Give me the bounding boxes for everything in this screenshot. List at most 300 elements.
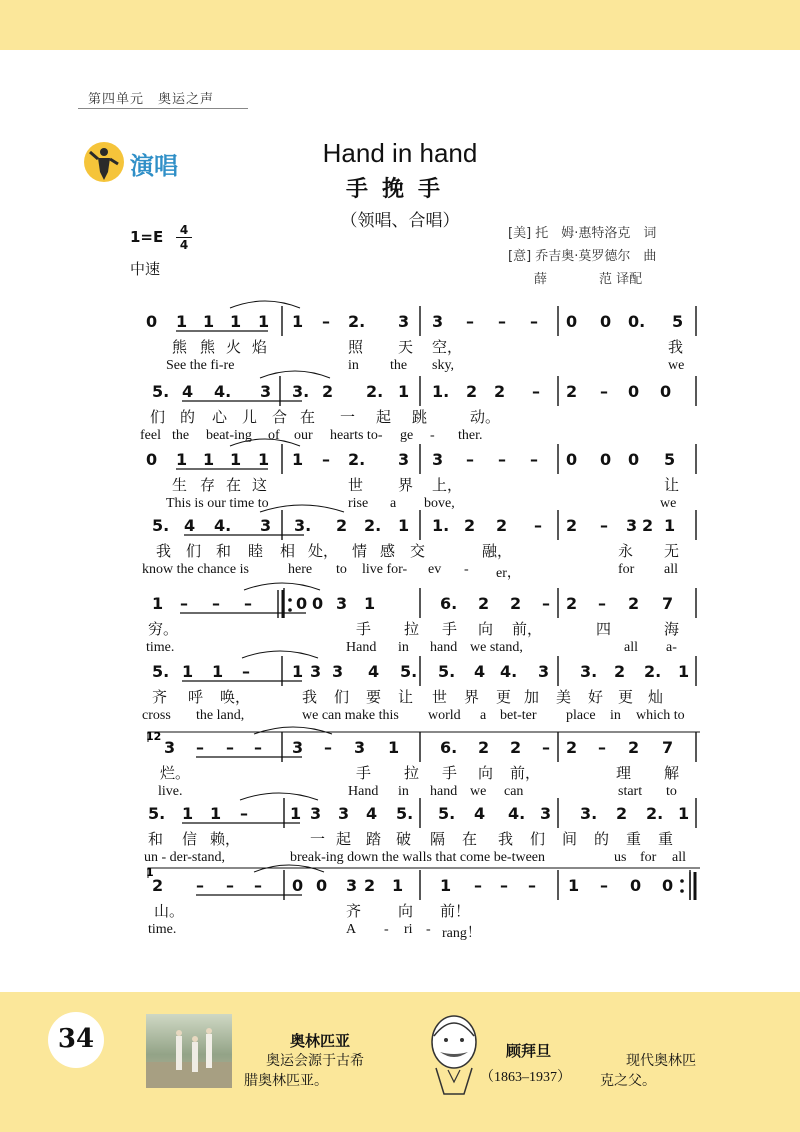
note: 3: [336, 594, 348, 613]
note: 3: [398, 312, 410, 331]
note: 2: [566, 382, 578, 401]
lyric-zh: 这: [252, 476, 268, 494]
lyric-en: rise: [348, 496, 369, 511]
volta-bracket: [148, 732, 700, 742]
note: 3.: [580, 804, 598, 823]
note: 1: [203, 312, 215, 331]
lyric-zh: 的: [594, 830, 610, 848]
lyric-zh: 手: [356, 620, 372, 638]
tempo: 中速: [130, 260, 161, 278]
lyric-en: er，: [496, 566, 521, 581]
note: 0: [146, 312, 158, 331]
lyric-en: ge: [400, 428, 414, 443]
note: 3: [260, 516, 272, 535]
credit-music: [意] 乔吉奥·莫罗德尔 曲: [508, 249, 657, 264]
lyric-zh: 合: [272, 408, 288, 426]
note: –: [600, 876, 608, 895]
note: 1: [203, 450, 215, 469]
note: –: [240, 804, 248, 823]
lyric-zh: 手: [442, 764, 458, 782]
lyric-zh: 跳: [412, 408, 428, 426]
lyric-zh: 让: [664, 476, 680, 494]
note: 1: [290, 804, 302, 823]
note: 1: [398, 516, 410, 535]
note: 1: [568, 876, 580, 895]
note: 1.: [432, 516, 450, 535]
unit-label: 第四单元 奥运之声: [88, 92, 215, 107]
fact2-years: （1863–1937）: [480, 1070, 571, 1085]
lyric-zh: 齐: [152, 688, 168, 706]
lyric-en: world: [428, 708, 461, 723]
note: 0: [600, 312, 612, 331]
lyric-en: ther.: [458, 428, 483, 443]
lyric-en: -: [426, 922, 431, 937]
lyric-zh: 拉: [404, 764, 420, 782]
lyric-en: live.: [158, 784, 183, 799]
note: 2: [496, 516, 508, 535]
fact1-line1: 奥运会源于古希: [266, 1053, 364, 1069]
note: 1: [258, 312, 270, 331]
lyric-zh: 好: [588, 688, 604, 706]
note: 1: [292, 450, 304, 469]
note: 2: [510, 594, 522, 613]
slur: [230, 439, 300, 446]
note: 1: [364, 594, 376, 613]
lyric-zh: 儿: [242, 408, 258, 426]
note: 5.: [438, 662, 456, 681]
note: –: [466, 312, 474, 331]
lyric-zh: 拉: [404, 620, 420, 638]
note: 4.: [508, 804, 526, 823]
lyric-en: bove,: [424, 496, 455, 511]
lyric-zh: 四: [596, 620, 612, 638]
lyric-zh: 解: [664, 764, 680, 782]
lyric-en: time.: [148, 922, 177, 937]
note: 2: [478, 738, 490, 757]
note: –: [324, 738, 332, 757]
lyric-en: feel: [140, 428, 161, 443]
note: 1: [664, 516, 676, 535]
lyric-zh: 唤，: [220, 688, 251, 706]
lyric-zh: 界: [464, 688, 480, 706]
lyric-zh: 破: [396, 830, 412, 848]
lyric-en: in: [398, 784, 409, 799]
note: –: [322, 450, 330, 469]
lyric-en: a: [390, 496, 397, 511]
note: –: [542, 594, 550, 613]
lyric-en: the: [390, 358, 408, 373]
lyric-zh: 照: [348, 338, 364, 356]
note: 3.: [580, 662, 598, 681]
lyric-en: hearts to-: [330, 428, 383, 443]
note: 3: [354, 738, 366, 757]
lyric-zh: 熊: [172, 338, 188, 356]
lyric-zh: 相: [280, 542, 296, 560]
note: 2.: [644, 662, 662, 681]
note: 2: [566, 594, 578, 613]
lyric-en: sky,: [432, 358, 455, 373]
note: 3: [626, 516, 638, 535]
lyric-zh: 我: [668, 338, 684, 356]
volta-bracket: [148, 868, 700, 878]
lyric-zh: 感: [380, 542, 396, 560]
lyric-en: all: [624, 640, 638, 655]
note: 5.: [438, 804, 456, 823]
note: 0: [312, 594, 324, 613]
note: 2: [566, 516, 578, 535]
note: –: [196, 876, 204, 895]
lyric-en: can: [504, 784, 524, 799]
lyric-en: in: [610, 708, 621, 723]
note: –: [242, 662, 250, 681]
lyric-zh: 们: [186, 542, 202, 560]
fact2-line1: 现代奥林匹: [626, 1053, 696, 1069]
olympia-photo: [146, 1014, 232, 1088]
note: –: [530, 450, 538, 469]
lyric-en: know the chance is: [142, 562, 249, 577]
lyric-en: to: [336, 562, 347, 577]
lyric-en: in: [398, 640, 409, 655]
note: 2: [494, 382, 506, 401]
note: 4: [474, 804, 486, 823]
slur: [244, 583, 320, 590]
lyric-zh: 无: [664, 542, 680, 560]
note: 1: [392, 876, 404, 895]
note: –: [600, 382, 608, 401]
lyric-en: hand: [430, 640, 458, 655]
lyric-zh: 重: [626, 830, 642, 848]
note: 2: [336, 516, 348, 535]
note: 2.: [348, 450, 366, 469]
lyric-zh: 天: [398, 338, 414, 356]
note: –: [196, 738, 204, 757]
note: 3: [538, 662, 550, 681]
lyric-en: cross: [142, 708, 171, 723]
note: 2.: [348, 312, 366, 331]
lyric-zh: 手: [442, 620, 458, 638]
note: –: [180, 594, 188, 613]
repeat-dot: [288, 608, 292, 612]
note: 3: [338, 804, 350, 823]
note: 4.: [214, 516, 232, 535]
lyric-zh: 交: [410, 542, 426, 560]
note: 1: [258, 450, 270, 469]
lyric-zh: 让: [398, 688, 414, 706]
time-top: 4: [179, 223, 189, 237]
note: –: [244, 594, 252, 613]
lyric-zh: 灿: [648, 688, 664, 706]
lyric-zh: 信: [182, 830, 198, 848]
lyric-zh: 融，: [482, 542, 513, 560]
lyric-en: us: [614, 850, 627, 865]
note: 2: [152, 876, 164, 895]
lyric-zh: 重: [658, 830, 674, 848]
note: 3: [432, 312, 444, 331]
lyric-en: place: [566, 708, 596, 723]
lyric-zh: 们: [150, 408, 166, 426]
note: 3: [164, 738, 176, 757]
page-number: 34: [57, 1024, 95, 1054]
note: 2: [510, 738, 522, 757]
lyric-en: all: [664, 562, 678, 577]
note: 1: [678, 804, 690, 823]
lyric-en: rang！: [442, 926, 481, 941]
note: 4.: [214, 382, 232, 401]
lyric-en: the land,: [196, 708, 245, 723]
note: 5.: [152, 382, 170, 401]
note: –: [598, 738, 606, 757]
note: 1: [388, 738, 400, 757]
note: 2: [614, 662, 626, 681]
note: 3.: [294, 516, 312, 535]
note: 3: [332, 662, 344, 681]
note: 1: [230, 450, 242, 469]
note: 2: [322, 382, 334, 401]
lyric-zh: 们: [530, 830, 546, 848]
note: 7: [662, 738, 674, 757]
lyric-zh: 呼: [188, 688, 204, 706]
lyric-zh: 动。: [470, 408, 501, 426]
note: –: [226, 876, 234, 895]
lyric-en: hand: [430, 784, 458, 799]
note: 0: [662, 876, 674, 895]
note: 2: [478, 594, 490, 613]
lyric-zh: 睦: [248, 542, 264, 560]
song-title-zh: 手挽手: [345, 177, 454, 202]
note: –: [498, 312, 506, 331]
note: 0: [600, 450, 612, 469]
note: 0: [630, 876, 642, 895]
lyric-en: we: [470, 784, 487, 799]
lyric-en: break-ing down the walls that come be-tween: [290, 850, 546, 865]
lyric-zh: 向: [478, 620, 494, 638]
lyric-en: all: [672, 850, 686, 865]
volta-number: 12: [146, 730, 162, 743]
lyric-zh: 上，: [432, 476, 463, 494]
lyric-zh: 我: [156, 542, 172, 560]
repeat-dot: [288, 598, 292, 602]
lyric-zh: 和: [216, 542, 232, 560]
lyric-en: See the fi-re: [166, 358, 235, 373]
note: 2: [642, 516, 654, 535]
fact1-title: 奥林匹亚: [290, 1032, 351, 1050]
lyric-zh: 在: [462, 830, 478, 848]
note: –: [498, 450, 506, 469]
note: 3: [540, 804, 552, 823]
lyric-zh: 一: [340, 408, 356, 426]
lyric-zh: 美: [556, 688, 572, 706]
lyric-zh: 在: [300, 408, 316, 426]
note: 5.: [152, 516, 170, 535]
note: –: [226, 738, 234, 757]
note: 4: [474, 662, 486, 681]
fact2-title: 顾拜旦: [506, 1042, 552, 1060]
lyric-en: time.: [146, 640, 175, 655]
lyric-zh: 手: [356, 764, 372, 782]
fact1-line2: 腊奥林匹亚。: [244, 1073, 328, 1089]
note: 4: [184, 516, 196, 535]
note: 1: [182, 804, 194, 823]
lyric-zh: 永: [618, 542, 634, 560]
lyric-zh: 前，: [510, 764, 541, 782]
lyric-en: ri: [404, 922, 413, 937]
note: 6.: [440, 738, 458, 757]
lyric-zh: 更: [496, 688, 512, 706]
note: 1.: [432, 382, 450, 401]
lyric-zh: 熊: [200, 338, 216, 356]
note: 2: [364, 876, 376, 895]
note: 2: [464, 516, 476, 535]
lyric-en: a-: [666, 640, 677, 655]
slur: [230, 301, 300, 308]
slur: [242, 651, 318, 658]
note: 7: [662, 594, 674, 613]
lyric-zh: 处，: [308, 542, 339, 560]
lyric-zh: 焰: [252, 338, 268, 356]
note: –: [500, 876, 508, 895]
note: 2: [566, 738, 578, 757]
note: 5: [672, 312, 684, 331]
note: 2.: [366, 382, 384, 401]
song-subtitle: （领唱、合唱）: [340, 211, 460, 231]
lyric-zh: 要: [366, 688, 382, 706]
lyric-zh: 前，: [512, 620, 543, 638]
lyric-zh: 踏: [366, 830, 382, 848]
note: –: [254, 876, 262, 895]
lyric-zh: 我: [302, 688, 318, 706]
note: 2.: [364, 516, 382, 535]
note: 1: [678, 662, 690, 681]
note: 0: [660, 382, 672, 401]
note: 1: [176, 312, 188, 331]
lyric-zh: 齐: [346, 902, 362, 920]
lyric-zh: 我: [498, 830, 514, 848]
note: 1: [398, 382, 410, 401]
note: –: [466, 450, 474, 469]
note: 0: [628, 382, 640, 401]
lyric-zh: 烂。: [160, 764, 191, 782]
lyric-en: ev: [428, 562, 442, 577]
lyric-en: This is our time to: [166, 496, 269, 511]
lyric-zh: 生: [172, 476, 188, 494]
lyric-zh: 世: [432, 688, 448, 706]
slur: [260, 505, 344, 512]
lyric-en: for: [618, 562, 635, 577]
lyric-en: live for-: [362, 562, 408, 577]
note: 3: [398, 450, 410, 469]
note: –: [534, 516, 542, 535]
lyric-zh: 的: [180, 408, 196, 426]
note: 2.: [646, 804, 664, 823]
lyric-zh: 向: [478, 764, 494, 782]
lyric-en: start: [618, 784, 643, 799]
note: –: [528, 876, 536, 895]
note: 1: [176, 450, 188, 469]
lyric-en: beat-ing: [206, 428, 252, 443]
note: 1: [152, 594, 164, 613]
note: 2: [466, 382, 478, 401]
song-title-en: Hand in hand: [322, 138, 478, 168]
repeat-dot: [680, 879, 684, 883]
lyric-zh: 界: [398, 476, 414, 494]
lyric-zh: 穷。: [148, 620, 179, 638]
lyric-zh: 起: [376, 408, 392, 426]
lyric-zh: 山。: [154, 902, 185, 920]
note: –: [542, 738, 550, 757]
lyric-en: un - der-stand,: [144, 850, 225, 865]
lyric-zh: 存: [200, 476, 216, 494]
note: 4.: [500, 662, 518, 681]
slur: [254, 727, 332, 734]
volta-number: 1: [146, 866, 154, 879]
lyric-zh: 更: [618, 688, 634, 706]
note: –: [530, 312, 538, 331]
section-label: 演唱: [130, 152, 178, 180]
lyric-en: Hand: [348, 784, 379, 799]
note: 4: [182, 382, 194, 401]
lyric-zh: 一: [310, 830, 326, 848]
note: 3: [310, 804, 322, 823]
lyric-zh: 隔: [430, 830, 446, 848]
credit-lyrics: [美] 托 姆·惠特洛克 词: [508, 226, 657, 241]
note: 0: [566, 450, 578, 469]
note: 1: [230, 312, 242, 331]
note: 3: [310, 662, 322, 681]
lyric-zh: 空，: [432, 338, 463, 356]
note: 3: [292, 738, 304, 757]
repeat-dot: [680, 889, 684, 893]
note: 0: [146, 450, 158, 469]
note: 6.: [440, 594, 458, 613]
lyric-zh: 向: [398, 902, 414, 920]
note: –: [598, 594, 606, 613]
slur: [240, 793, 318, 800]
lyric-zh: 起: [336, 830, 352, 848]
lyric-zh: 海: [664, 620, 680, 638]
note: 3: [260, 382, 272, 401]
note: 5: [664, 450, 676, 469]
lyric-zh: 在: [226, 476, 242, 494]
lyric-en: bet-ter: [500, 708, 537, 723]
lyric-zh: 理: [616, 764, 632, 782]
lyric-en: we: [668, 358, 685, 373]
lyric-en: -: [430, 428, 435, 443]
note: 4: [366, 804, 378, 823]
note: 0: [566, 312, 578, 331]
note: –: [474, 876, 482, 895]
lyric-en: for: [640, 850, 657, 865]
note: 1: [182, 662, 194, 681]
note: 5.: [396, 804, 414, 823]
note: 0: [628, 450, 640, 469]
note: 0: [296, 594, 308, 613]
lyric-zh: 赖，: [210, 830, 241, 848]
lyric-en: -: [384, 922, 389, 937]
note: 3.: [292, 382, 310, 401]
lyric-en: in: [348, 358, 359, 373]
lyric-en: of: [268, 428, 280, 443]
note: 5.: [152, 662, 170, 681]
note: 2: [628, 738, 640, 757]
note: 2: [628, 594, 640, 613]
lyric-en: we: [660, 496, 677, 511]
note: 3: [432, 450, 444, 469]
time-bottom: 4: [179, 238, 189, 252]
lyric-en: to: [666, 784, 677, 799]
note: 0.: [628, 312, 646, 331]
lyric-en: a: [480, 708, 487, 723]
note: 1: [210, 804, 222, 823]
